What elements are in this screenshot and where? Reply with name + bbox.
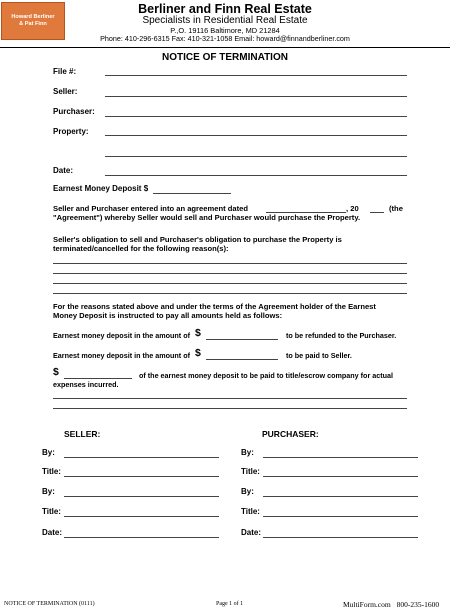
seller-title-line-1[interactable]: [64, 476, 219, 477]
footer-brand-name: MultiForm.com: [343, 600, 391, 609]
earnest-money-label: Earnest Money Deposit $: [53, 184, 149, 193]
purchaser-input-line[interactable]: [105, 116, 407, 117]
seller-date-line[interactable]: [64, 537, 219, 538]
purchaser-by-label-2: By:: [241, 487, 254, 496]
reason-line-1[interactable]: [53, 263, 407, 264]
seller-title-line-2[interactable]: [64, 516, 219, 517]
payment-row-1-dollar: $: [195, 327, 201, 339]
reason-line-2[interactable]: [53, 273, 407, 274]
instruction-text-2: Money Deposit is instructed to pay all amounts held as follows:: [53, 311, 283, 320]
document-title: NOTICE OF TERMINATION: [162, 52, 288, 63]
seller-label: Seller:: [53, 87, 78, 96]
header-divider: [0, 47, 450, 48]
agreement-text-1: Seller and Purchaser entered into an agreement dated: [53, 204, 248, 213]
purchaser-title-label-1: Title:: [241, 467, 260, 476]
payment-row-3-text-2: expenses incurred.: [53, 380, 119, 389]
payment-row-2-amount-line[interactable]: [206, 359, 278, 360]
purchaser-title-label-2: Title:: [241, 507, 260, 516]
payment-row-3-dollar: $: [53, 366, 59, 378]
seller-heading: SELLER:: [64, 429, 101, 439]
seller-title-label-2: Title:: [42, 507, 61, 516]
purchaser-by-label-1: By:: [241, 448, 254, 457]
payment-row-2-dollar: $: [195, 347, 201, 359]
purchaser-date-label: Date:: [241, 528, 262, 537]
logo-line-2: & Pat Finn: [19, 21, 47, 27]
purchaser-title-line-1[interactable]: [263, 476, 418, 477]
company-tagline: Specialists in Residential Real Estate: [142, 15, 308, 26]
property-input-line-2[interactable]: [105, 156, 407, 157]
reason-line-4[interactable]: [53, 293, 407, 294]
date-label: Date:: [53, 166, 74, 175]
footer-page-number: Page 1 of 1: [216, 601, 244, 607]
purchaser-label: Purchaser:: [53, 107, 95, 116]
seller-by-line-2[interactable]: [64, 496, 219, 497]
footer-form-id: NOTICE OF TERMINATION (0111): [4, 601, 95, 607]
footer-brand: [343, 600, 439, 609]
purchaser-by-line-1[interactable]: [263, 457, 418, 458]
payment-row-1-amount-line[interactable]: [206, 339, 278, 340]
purchaser-by-line-2[interactable]: [263, 496, 418, 497]
logo-line-1: Howard Berliner: [11, 14, 55, 20]
property-input-line-1[interactable]: [105, 135, 407, 136]
expenses-line-1[interactable]: [53, 398, 407, 399]
obligation-text-1: Seller's obligation to sell and Purchaser's obligation to purchase the Property is: [53, 235, 342, 244]
agreement-year-prefix: , 20: [346, 204, 359, 213]
payment-row-3-amount-line[interactable]: [64, 378, 132, 379]
expenses-line-2[interactable]: [53, 408, 407, 409]
company-name: Berliner and Finn Real Estate: [138, 2, 312, 16]
seller-input-line[interactable]: [105, 96, 407, 97]
seller-by-label-2: By:: [42, 487, 55, 496]
seller-by-line-1[interactable]: [64, 457, 219, 458]
obligation-text-2: terminated/cancelled for the following reason(s):: [53, 244, 229, 253]
instruction-text-1: For the reasons stated above and under the terms of the Agreement holder of the Earnest: [53, 302, 376, 311]
purchaser-date-line[interactable]: [263, 537, 418, 538]
company-contact: Phone: 410-296-6315 Fax: 410-321-1058 Email: howard@finnandberliner.com: [100, 34, 350, 43]
reason-line-3[interactable]: [53, 283, 407, 284]
company-address: P.,O. 19116 Baltimore, MD 21284: [170, 26, 280, 35]
agreement-text-2: "Agreement") whereby Seller would sell and Purchaser would purchase the Property.: [53, 213, 361, 222]
agreement-year-line[interactable]: [370, 212, 384, 213]
payment-row-3-text: of the earnest money deposit to be paid to title/escrow company for actual: [139, 371, 394, 380]
payment-row-1-suffix: to be refunded to the Purchaser.: [286, 331, 397, 340]
footer-phone: 800-235-1600: [396, 600, 440, 609]
seller-date-label: Date:: [42, 528, 63, 537]
file-label: File #:: [53, 67, 77, 76]
payment-row-2-suffix: to be paid to Seller.: [286, 351, 352, 360]
agreement-the-text: (the: [389, 204, 403, 213]
file-input-line[interactable]: [105, 75, 407, 76]
purchaser-heading: PURCHASER:: [262, 429, 319, 439]
seller-by-label-1: By:: [42, 448, 55, 457]
seller-title-label-1: Title:: [42, 467, 61, 476]
payment-row-1-label: Earnest money deposit in the amount of: [53, 331, 190, 340]
earnest-money-input-line[interactable]: [153, 193, 231, 194]
purchaser-title-line-2[interactable]: [263, 516, 418, 517]
date-input-line[interactable]: [105, 175, 407, 176]
payment-row-2-label: Earnest money deposit in the amount of: [53, 351, 190, 360]
property-label: Property:: [53, 127, 89, 136]
